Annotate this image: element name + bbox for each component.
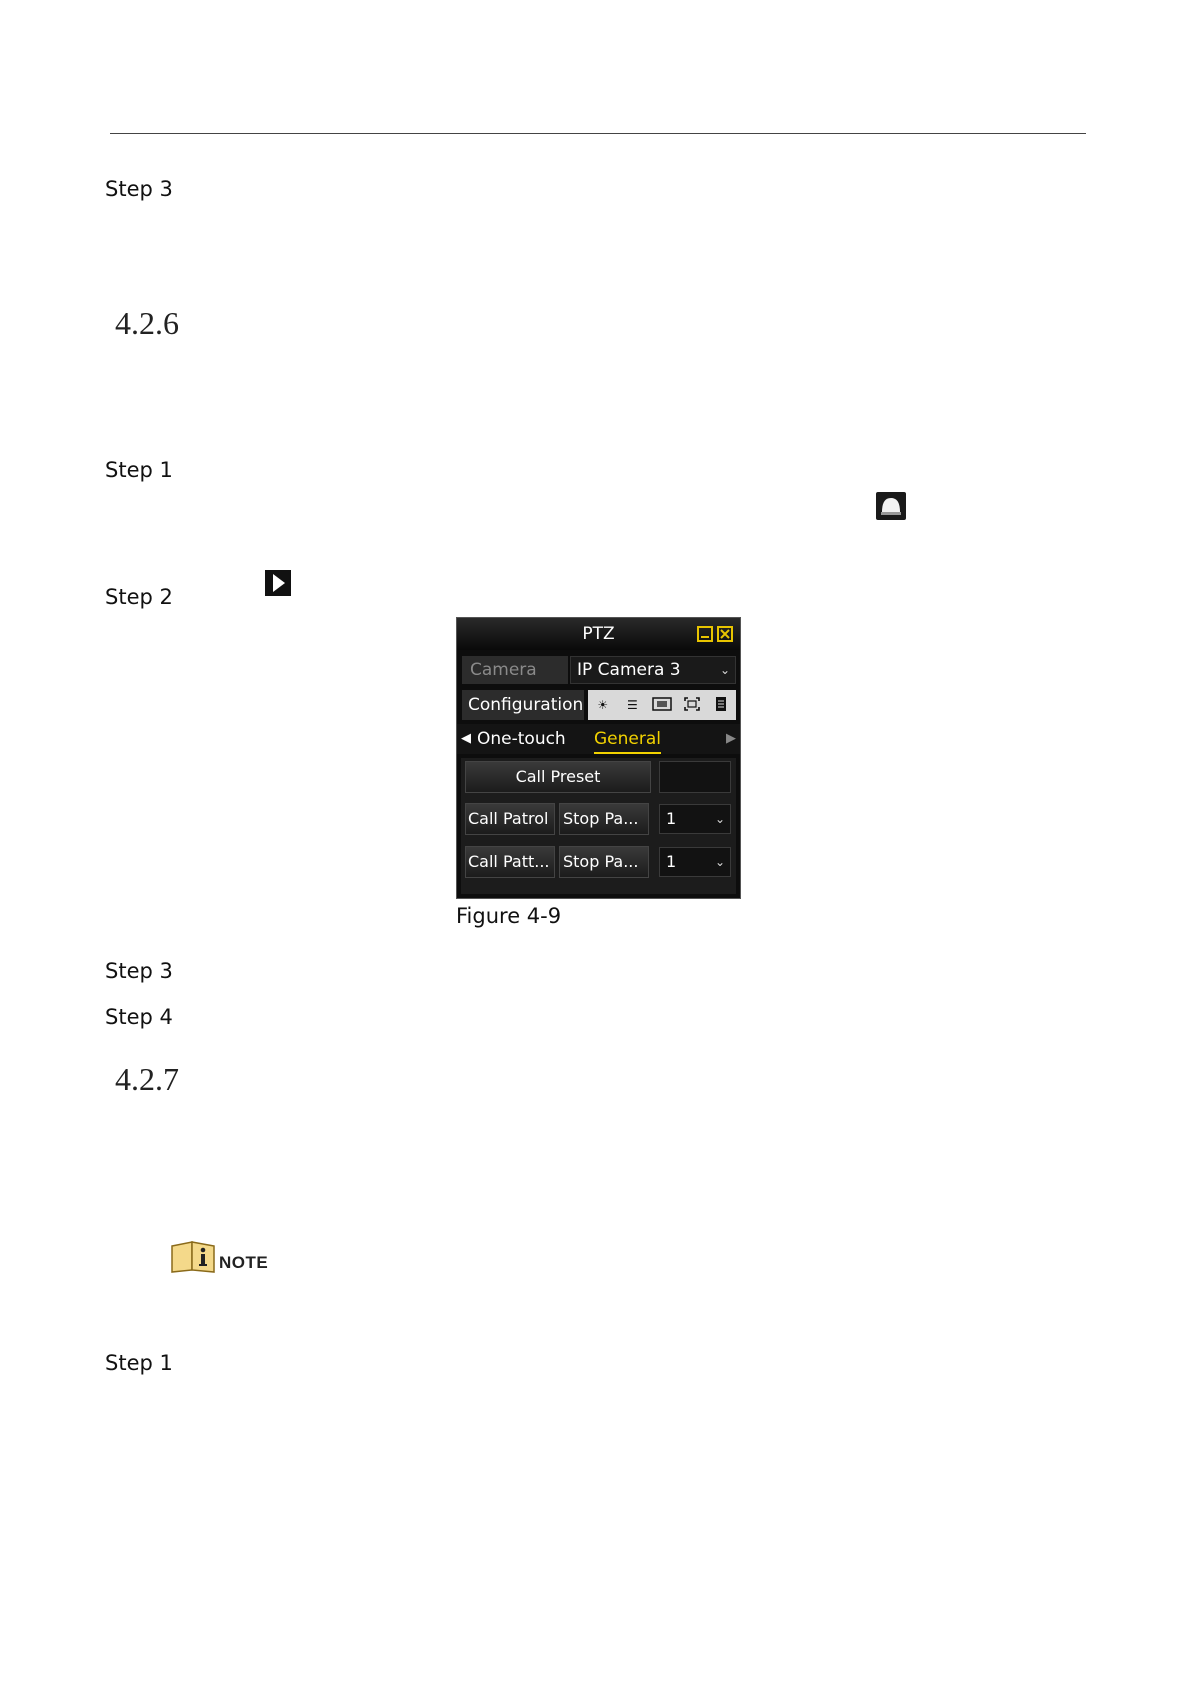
- header-rule: [110, 133, 1086, 134]
- ptz-general-body: [461, 758, 736, 894]
- 3d-icon[interactable]: [651, 696, 673, 714]
- info-book-icon: [170, 1240, 218, 1274]
- tab-left-arrow-icon[interactable]: ◀: [461, 731, 471, 746]
- tab-one-touch[interactable]: One-touch: [477, 729, 566, 749]
- call-pattern-button[interactable]: Call Patt...: [465, 846, 555, 878]
- step-label: Step 3: [105, 177, 173, 201]
- step-label: Step 4: [105, 1005, 173, 1029]
- light-icon[interactable]: ☀: [597, 698, 609, 712]
- zoom-frame-icon[interactable]: [681, 696, 703, 714]
- ptz-tabbar: [457, 724, 740, 754]
- stop-pattern-button[interactable]: Stop Pa...: [559, 846, 649, 878]
- ptz-panel: [456, 617, 741, 899]
- menu-icon[interactable]: [710, 696, 732, 714]
- section-number: 4.2.7: [115, 1061, 179, 1097]
- step-label: Step 3: [105, 959, 173, 983]
- wiper-icon[interactable]: ☰: [627, 698, 638, 712]
- pattern-select[interactable]: [659, 847, 731, 877]
- step-label: Step 2: [105, 585, 173, 609]
- camera-select-value: IP Camera 3: [577, 660, 681, 680]
- patrol-select[interactable]: [659, 804, 731, 834]
- ptz-toolbar: [588, 690, 736, 720]
- dome-camera-icon: [876, 492, 906, 520]
- section-number: 4.2.6: [115, 305, 179, 341]
- play-arrow-icon: [265, 570, 291, 596]
- patrol-select-value: 1: [666, 809, 677, 828]
- camera-label: Camera: [462, 656, 568, 684]
- tab-general[interactable]: General: [594, 726, 661, 754]
- pattern-select-value: 1: [666, 852, 677, 871]
- tab-right-arrow-icon[interactable]: ▶: [726, 731, 736, 746]
- step-label: Step 1: [105, 1351, 173, 1375]
- close-icon[interactable]: [717, 626, 733, 642]
- preset-input[interactable]: [659, 761, 731, 793]
- configuration-button[interactable]: Configuration: [462, 690, 584, 720]
- figure-caption: Figure 4-9: [456, 904, 562, 928]
- note-label: NOTE: [219, 1253, 269, 1272]
- camera-select[interactable]: [570, 656, 736, 684]
- call-preset-button[interactable]: Call Preset: [465, 761, 651, 793]
- stop-patrol-button[interactable]: Stop Pa...: [559, 803, 649, 835]
- minimize-icon[interactable]: [697, 626, 713, 642]
- ptz-title: PTZ: [457, 618, 740, 650]
- step-label: Step 1: [105, 458, 173, 482]
- call-patrol-button[interactable]: Call Patrol: [465, 803, 555, 835]
- chevron-down-icon: ⌄: [714, 855, 725, 869]
- chevron-down-icon: ⌄: [714, 812, 725, 826]
- chevron-down-icon: ⌄: [719, 663, 730, 677]
